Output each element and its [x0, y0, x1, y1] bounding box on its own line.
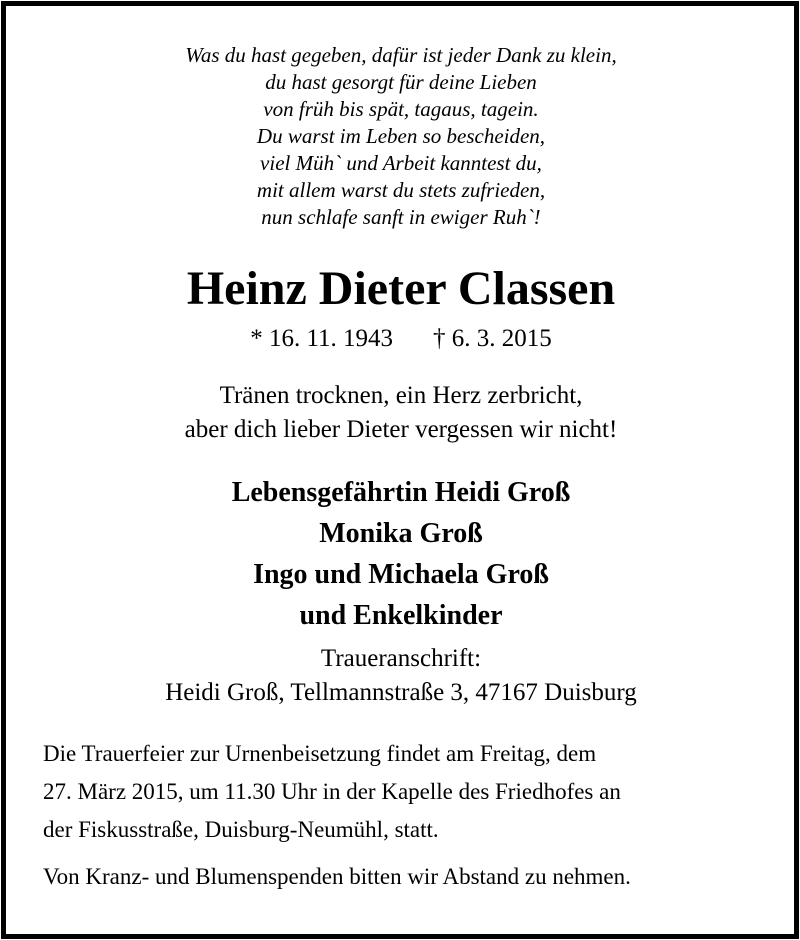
life-dates — [6, 324, 796, 354]
mourners-list — [6, 472, 796, 636]
poem-line: viel Müh` und Arbeit kanntest du, — [260, 151, 542, 175]
quote-line: aber dich lieber Dieter vergessen wir nicht! — [184, 416, 618, 443]
poem-line: Was du hast gegeben, dafür ist jeder Dank zu klein, — [185, 43, 617, 67]
poem-line: mit allem warst du stets zufrieden, — [256, 178, 546, 202]
memorial-quote — [6, 379, 796, 447]
mourner: Ingo und Michaela Groß — [253, 559, 549, 590]
funeral-line: Die Trauerfeier zur Urnenbeisetzung findet am Freitag, dem — [43, 741, 597, 766]
poem-line: du hast gesorgt für deine Lieben — [265, 70, 537, 94]
birth-date: * 16. 11. 1943 — [250, 325, 394, 352]
poem-line: von früh bis spät, tagaus, tagein. — [263, 97, 539, 121]
mourner: Lebensgefährtin Heidi Groß — [231, 477, 571, 508]
quote-line: Tränen trocknen, ein Herz zerbricht, — [219, 382, 583, 409]
poem-line: nun schlafe sanft in ewiger Ruh`! — [261, 205, 541, 229]
poem-line: Du warst im Leben so bescheiden, — [256, 124, 546, 148]
mourner: und Enkelkinder — [299, 600, 503, 631]
address-line: Heidi Groß, Tellmannstraße 3, 47167 Duisburg — [165, 679, 637, 706]
funeral-line: der Fiskusstraße, Duisburg-Neumühl, statt. — [43, 817, 439, 842]
obituary-notice — [1, 1, 799, 939]
death-date: † 6. 3. 2015 — [433, 325, 552, 352]
funeral-details — [43, 735, 783, 849]
mourner: Monika Groß — [319, 518, 483, 549]
deceased-name: Heinz Dieter Classen — [186, 262, 616, 315]
memorial-poem — [6, 42, 796, 231]
address-label: Traueranschrift: — [320, 645, 482, 672]
flowers-note: Von Kranz- und Blumenspenden bitten wir Abstand zu nehmen. — [43, 864, 631, 889]
funeral-line: 27. März 2015, um 11.30 Uhr in der Kapelle des Friedhofes an — [43, 779, 621, 804]
condolence-address — [6, 642, 796, 710]
